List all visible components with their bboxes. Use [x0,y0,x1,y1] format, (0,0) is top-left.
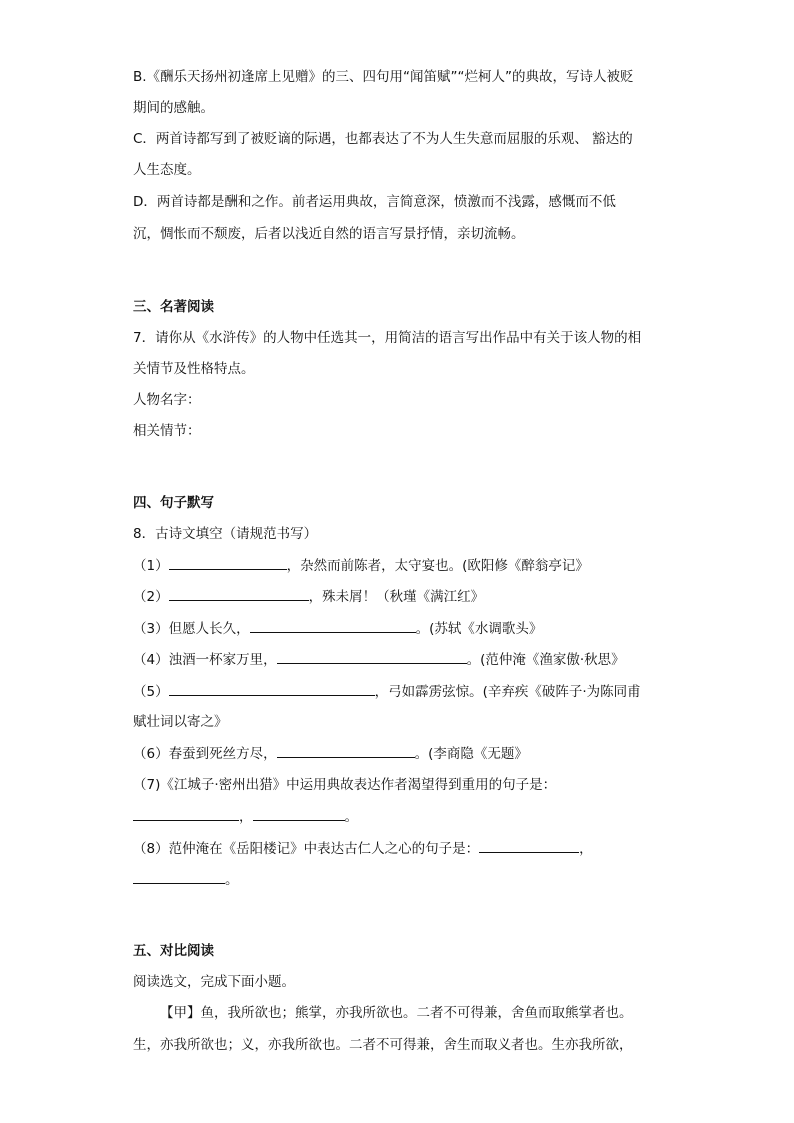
q7-line1: 7．请你从《水浒传》的人物中任选其一，用简洁的语言写出作品中有关于该人物的相 [133,330,642,346]
section4-title: 四、句子默写 [133,495,214,511]
section5-intro: 阅读选文，完成下面小题。 [133,974,295,990]
q8-item7-end: 。 [344,809,358,825]
answer-blank[interactable] [250,618,416,633]
answer-blank[interactable] [133,806,239,821]
answer-blank[interactable] [277,743,415,758]
q8-item7: （7)《江城子·密州出猎》中运用典故表达作者渴望得到重用的句子是： [133,777,557,793]
answer-blank[interactable] [169,681,375,696]
q6-option-d-line1: D．两首诗都是酬和之作。前者运用典故，言简意深，愤激而不浅露，感慨而不低 [133,194,616,210]
q8-item3-text: 。(苏轼《水调歌头》 [415,621,543,637]
q7-plot-label: 相关情节： [133,423,201,439]
q7-name-label: 人物名字： [133,392,201,408]
q8-item4-text: 。(范仲淹《渔家傲·秋思》 [466,652,625,668]
q6-option-c-line2: 人生态度。 [133,162,201,178]
answer-blank[interactable] [169,586,309,601]
q6-option-d-line2: 沉，惆怅而不颓废，后者以浅近自然的语言写景抒情，亲切流畅。 [133,226,525,242]
q8-item8-end: 。 [225,872,239,888]
q8-item4-prefix: （4）浊酒一杯家万里， [133,652,277,668]
q8-item1-text: ，杂然而前陈者，太守宴也。(欧阳修《醉翁亭记》 [286,558,589,574]
q8-title: 8．古诗文填空（请规范书写） [133,526,318,542]
q8-item8-comma: ， [579,841,593,857]
q8-item8 [133,838,593,859]
q8-item3-prefix: （3）但愿人长久， [133,621,250,637]
q6-option-c-line1: C．两首诗都写到了被贬谪的际遇，也都表达了不为人生失意而屈服的乐观、 豁达的 [133,131,633,147]
q8-item5-prefix: （5） [133,684,169,700]
q6-option-b-line1: B.《酬乐天扬州初逢席上见赠》的三、四句用“闻笛赋”“烂柯人”的典故，写诗人被贬 [133,69,634,85]
q8-item2 [133,586,484,607]
q8-item2-prefix: （2） [133,589,169,605]
q8-item4 [133,649,625,670]
passage-line1: 【甲】鱼，我所欲也；熊掌，亦我所欲也。二者不可得兼，舍鱼而取熊掌者也。 [160,1005,633,1021]
q8-item7-comma: ， [239,809,253,825]
answer-blank[interactable] [277,649,467,664]
q8-item6-prefix: （6）春蚕到死丝方尽， [133,746,277,762]
q8-item5 [133,681,641,702]
q7-line2: 关情节及性格特点。 [133,361,255,377]
answer-blank[interactable] [169,555,287,570]
passage-line2: 生，亦我所欲也；义，亦我所欲也。二者不可得兼，舍生而取义者也。生亦我所欲， [133,1037,633,1053]
section3-title: 三、名著阅读 [133,299,214,315]
answer-blank[interactable] [479,838,579,853]
q8-item6-text: 。(李商隐《无题》 [414,746,528,762]
section5-title: 五、对比阅读 [133,943,214,959]
q8-item5-text: ，弓如霹雳弦惊。(辛弃疾《破阵子·为陈同甫 [374,684,641,700]
q8-item1 [133,555,589,576]
q8-item1-prefix: （1） [133,558,169,574]
q8-item6 [133,743,528,764]
q6-option-b-line2: 期间的感触。 [133,100,214,116]
q8-item3 [133,618,542,639]
q8-item5-line2: 赋壮词以寄之》 [133,714,228,730]
q8-item8-answer [133,869,239,890]
answer-blank[interactable] [253,806,345,821]
q8-item2-text: ，殊未屑！（秋瑾《满江红》 [308,589,485,605]
answer-blank[interactable] [133,869,225,884]
q8-item7-answer [133,806,358,827]
q8-item8-text: （8）范仲淹在《岳阳楼记》中表达古仁人之心的句子是： [133,841,480,857]
